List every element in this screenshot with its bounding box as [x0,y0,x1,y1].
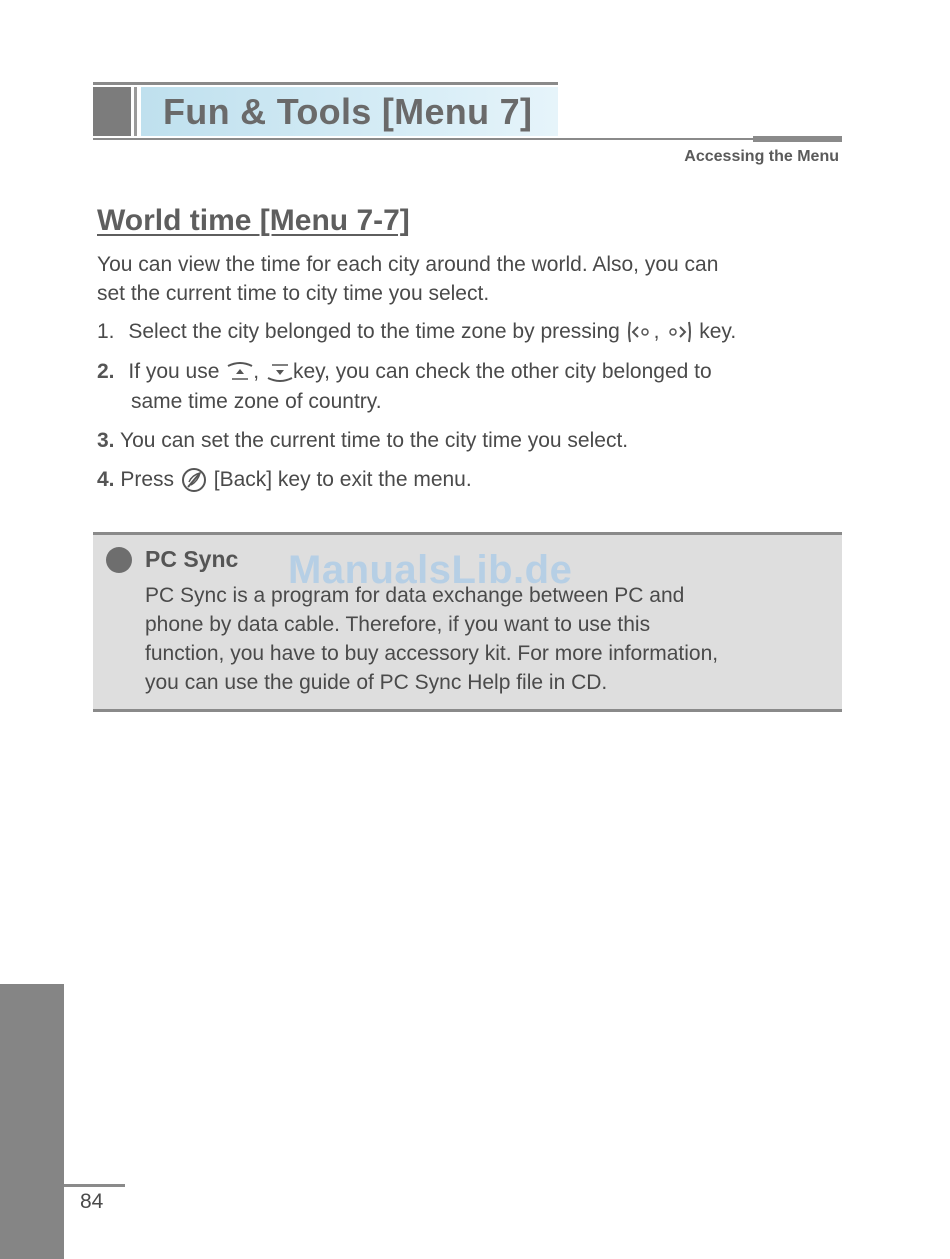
note-title: PC Sync [145,546,239,572]
note-line-2: phone by data cable. Therefore, if you want to use this [145,613,651,636]
step-4-number: 4. [97,468,115,491]
nav-up-key-icon [225,359,253,385]
step-2-suffix: key, you can check the other city belonged to [292,360,712,383]
header-square-marker [93,87,134,136]
note-body [145,581,718,697]
header-top-rule [93,82,558,85]
intro-line-2: set the current time to city time you select. [97,282,490,305]
step-1-text: Select the city belonged to the time zone by pressing [128,320,620,343]
side-tab [0,984,64,1259]
header-subtitle: Accessing the Menu [684,148,839,165]
step-3-text: You can set the current time to the city time you select. [119,429,629,452]
step-3 [97,426,628,455]
header-divider [134,87,137,136]
nav-left-key-icon [626,319,654,345]
header-tab-marker [753,136,842,142]
step-1 [97,317,736,346]
back-key-icon [180,467,208,493]
step-2 [97,357,712,386]
section-title: World time [Menu 7-7] [97,204,410,237]
note-line-4: you can use the guide of PC Sync Help file in CD. [145,671,608,694]
step-1-separator: , [653,320,660,343]
step-4-text: Press [120,468,175,491]
note-line-1: PC Sync is a program for data exchange between PC and [145,584,685,607]
page-number: 84 [80,1190,104,1213]
step-2-text: If you use [128,360,220,383]
step-2-line-2: same time zone of country. [131,390,382,413]
step-2-separator: , [253,360,260,383]
nav-right-key-icon [665,319,693,345]
step-4 [97,465,472,494]
step-2-number: 2. [97,360,115,383]
chapter-title: Fun & Tools [Menu 7] [163,91,533,132]
note-line-3: function, you have to buy accessory kit. For more information, [145,642,719,665]
step-1-suffix: key. [699,320,737,343]
header-bottom-rule [93,138,842,140]
nav-down-key-icon [265,359,293,385]
watermark: ManualsLib.de [288,548,573,592]
intro-line-1: You can view the time for each city around the world. Also, you can [97,253,719,276]
step-1-number: 1. [97,320,115,343]
page-number-rule [64,1184,125,1187]
step-4-suffix: [Back] key to exit the menu. [213,468,472,491]
note-bullet-icon [106,547,132,573]
step-3-number: 3. [97,429,115,452]
